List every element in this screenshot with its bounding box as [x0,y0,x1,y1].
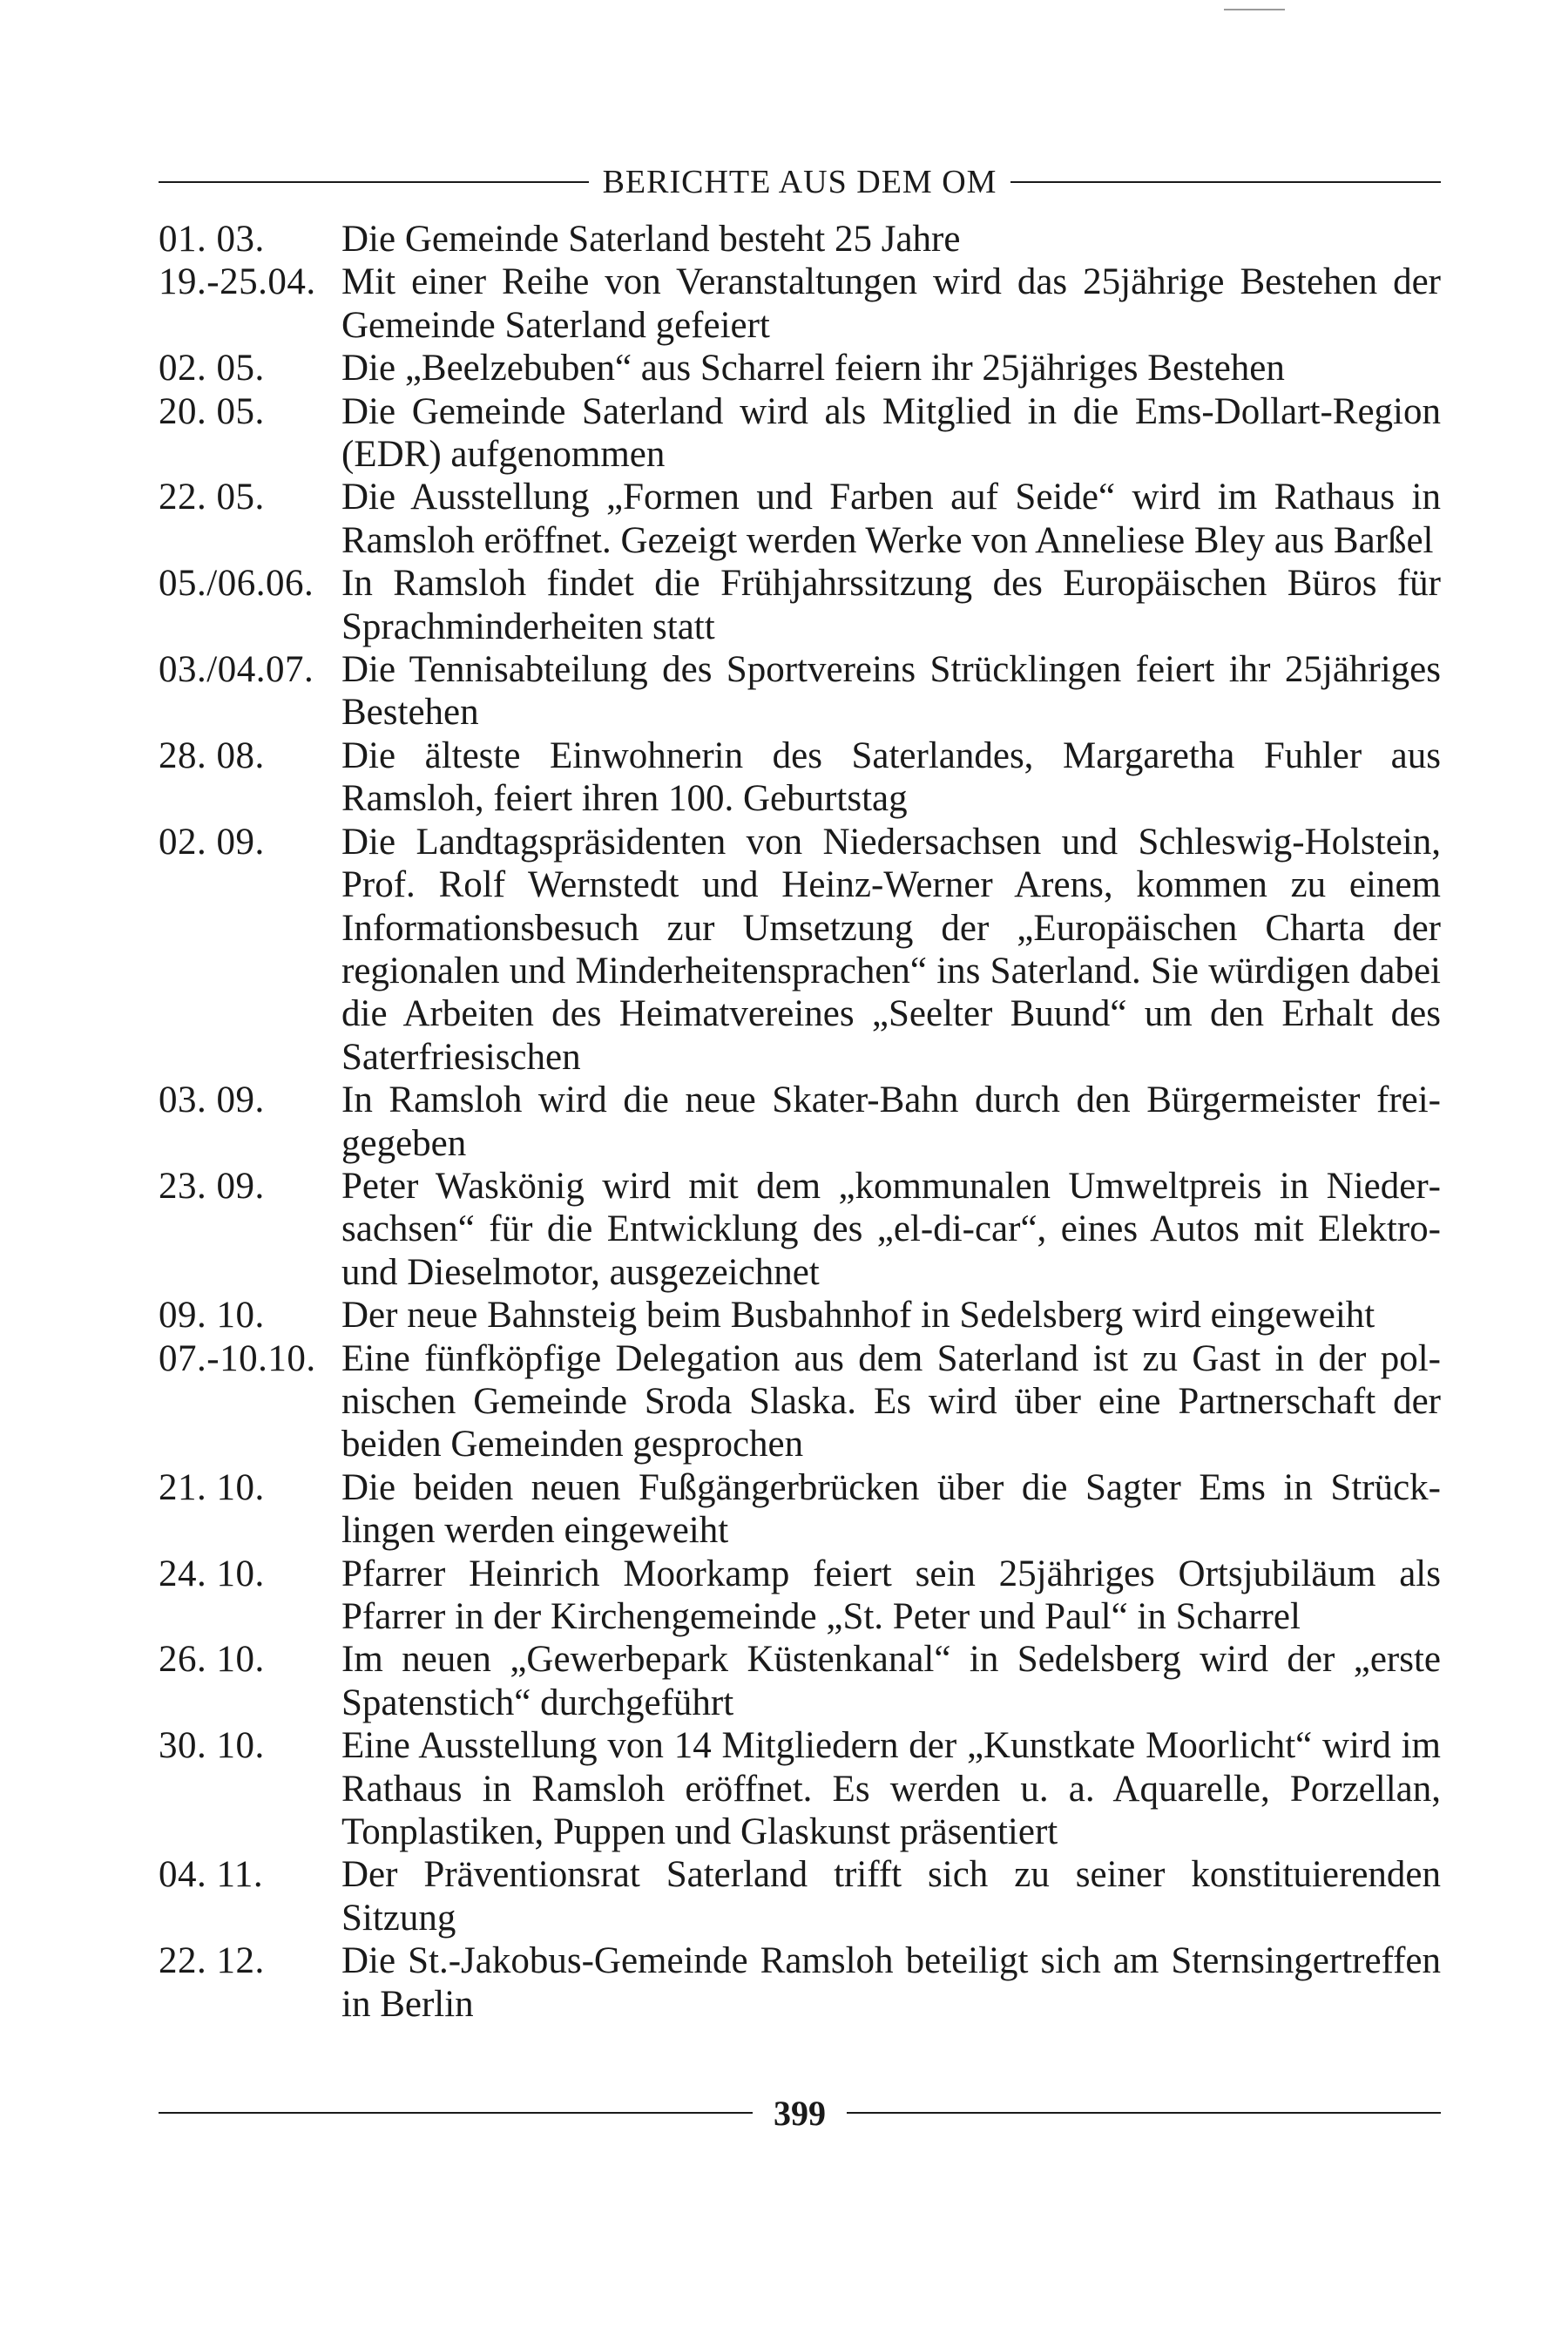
chronicle-entry [159,1939,1441,2026]
entry-text: Die beiden neuen Fußgängerbrücken über die Sagter Ems in Strücklingen werden eingeweiht [341,1466,1441,1552]
chronicle-entry [159,1553,1441,1639]
entry-date: 23. 09. [159,1165,265,1207]
chronicle-entry [159,1337,1441,1466]
entry-text: Die Gemeinde Saterland wird als Mitglied in die Ems-Dollart-Region (EDR) aufgenommen [341,390,1441,476]
chronicle-entry [159,1079,1441,1165]
chronicle-entry [159,648,1441,734]
entry-text: In Ramsloh wird die neue Skater-Bahn durch den Bürgermeister freigegeben [341,1080,1441,1164]
chronicle-entry [159,218,1441,261]
corner-scan-mark [1224,9,1285,10]
chronicle-entry [159,347,1441,389]
header-rule-right [1010,181,1441,183]
entry-date: 05./06.06. [159,563,314,605]
chronicle-entry [159,1724,1441,1853]
header-rule-left [159,181,589,183]
entry-date: 03./04.07. [159,649,314,691]
entry-text: Eine fünfköpfige Delegation aus dem Saterland ist zu Gast in der polnischen Gemeinde Sroda Slaska. Es wird über eine Partnerschaft der beiden Gemeinden gesprochen [341,1337,1441,1465]
running-header [159,160,1441,204]
entry-text: Der neue Bahnsteig beim Busbahnhof in Sedelsberg wird eingeweiht [341,1295,1375,1337]
chronicle-entry [159,1165,1441,1294]
entry-date: 20. 05. [159,390,265,432]
entry-text: Mit einer Reihe von Veranstaltungen wird das 25jährige Bestehen der Gemeinde Saterland gefeiert [341,261,1441,346]
chronicle-entry [159,476,1441,562]
chronicle-entry [159,1638,1441,1724]
chronicle-entry [159,734,1441,821]
entry-date: 09. 10. [159,1295,265,1337]
chronicle-list [159,218,1441,2026]
chronicle-entry [159,261,1441,347]
entry-text: Eine Ausstellung von 14 Mitgliedern der „Kunstkate Moorlicht“ wird im Rathaus in Ramsloh eröffnet. Es werden u. a. Aquarelle, Porzellan, Tonplastiken, Puppen und Glaskunst präsentiert [341,1725,1441,1853]
running-title: BERICHTE AUS DEM OM [602,164,997,200]
entry-text: Der Präventionsrat Saterland trifft sich zu seiner konstituierenden Sitzung [341,1854,1441,1939]
entry-date: 02. 05. [159,348,265,389]
chronicle-entry [159,562,1441,648]
entry-date: 19.-25.04. [159,261,316,303]
page-number: 399 [774,2093,826,2133]
entry-date: 21. 10. [159,1466,265,1508]
chronicle-entry [159,390,1441,477]
entry-date: 03. 09. [159,1080,265,1121]
chronicle-entry [159,821,1441,1079]
entry-date: 01. 03. [159,219,265,260]
entry-date: 02. 09. [159,821,265,863]
entry-text: Die „Beelzebuben“ aus Scharrel feiern ihr 25jähriges Bestehen [341,348,1285,389]
chronicle-entry [159,1853,1441,1939]
entry-text: Im neuen „Gewerbepark Küstenkanal“ in Sedelsberg wird der „erste Spatenstich“ durchgeführt [341,1639,1441,1723]
entry-text: Die Landtagspräsidenten von Niedersachsen und Schleswig-Holstein, Prof. Rolf Wernstedt und Heinz-Werner Arens, kommen zu einem Informationsbesuch zur Umsetzung der „Europäischen Charta der regionalen und Minderheitensprachen“ ins Saterland. Sie würdigen dabei die Arbeiten des Heimatvereines „Seelter Buund“ um den Erhalt des Saterfriesischen [341,821,1441,1078]
footer-rule-left [159,2112,753,2114]
entry-date: 24. 10. [159,1553,265,1594]
entry-text: In Ramsloh findet die Frühjahrssitzung des Europäischen Büros für Sprachminderheiten statt [341,563,1441,647]
entry-date: 26. 10. [159,1639,265,1681]
chronicle-entry [159,1466,1441,1553]
entry-text: Die Gemeinde Saterland besteht 25 Jahre [341,219,961,260]
page-footer [159,2091,1441,2135]
entry-text: Die Ausstellung „Formen und Farben auf Seide“ wird im Rathaus in Ramsloh eröffnet. Gezeigt werden Werke von Anneliese Bley aus Barßel [341,477,1441,561]
entry-date: 22. 12. [159,1940,265,1982]
entry-date: 22. 05. [159,477,265,518]
entry-text: Die älteste Einwohnerin des Saterlandes, Margaretha Fuhler aus Ramsloh, feiert ihren 100. Geburtstag [341,734,1441,820]
entry-text: Die Tennisabteilung des Sportvereins Strücklingen feiert ihr 25jähriges Bestehen [341,649,1441,734]
entry-date: 07.-10.10. [159,1337,316,1379]
entry-text: Peter Waskönig wird mit dem „kommunalen Umweltpreis in Niedersachsen“ für die Entwicklung des „el-di-car“, eines Autos mit Elektro- und Dieselmotor, ausgezeichnet [341,1165,1441,1293]
footer-rule-right [847,2112,1441,2114]
entry-text: Pfarrer Heinrich Moorkamp feiert sein 25jähriges Ortsjubiläum als Pfarrer in der Kirchengemeinde „St. Peter und Paul“ in Scharrel [341,1553,1441,1637]
entry-date: 04. 11. [159,1854,264,1896]
entry-date: 30. 10. [159,1725,265,1767]
entry-date: 28. 08. [159,734,265,776]
entry-text: Die St.-Jakobus-Gemeinde Ramsloh beteiligt sich am Sternsingertreffen in Berlin [341,1940,1441,2025]
chronicle-entry [159,1294,1441,1337]
